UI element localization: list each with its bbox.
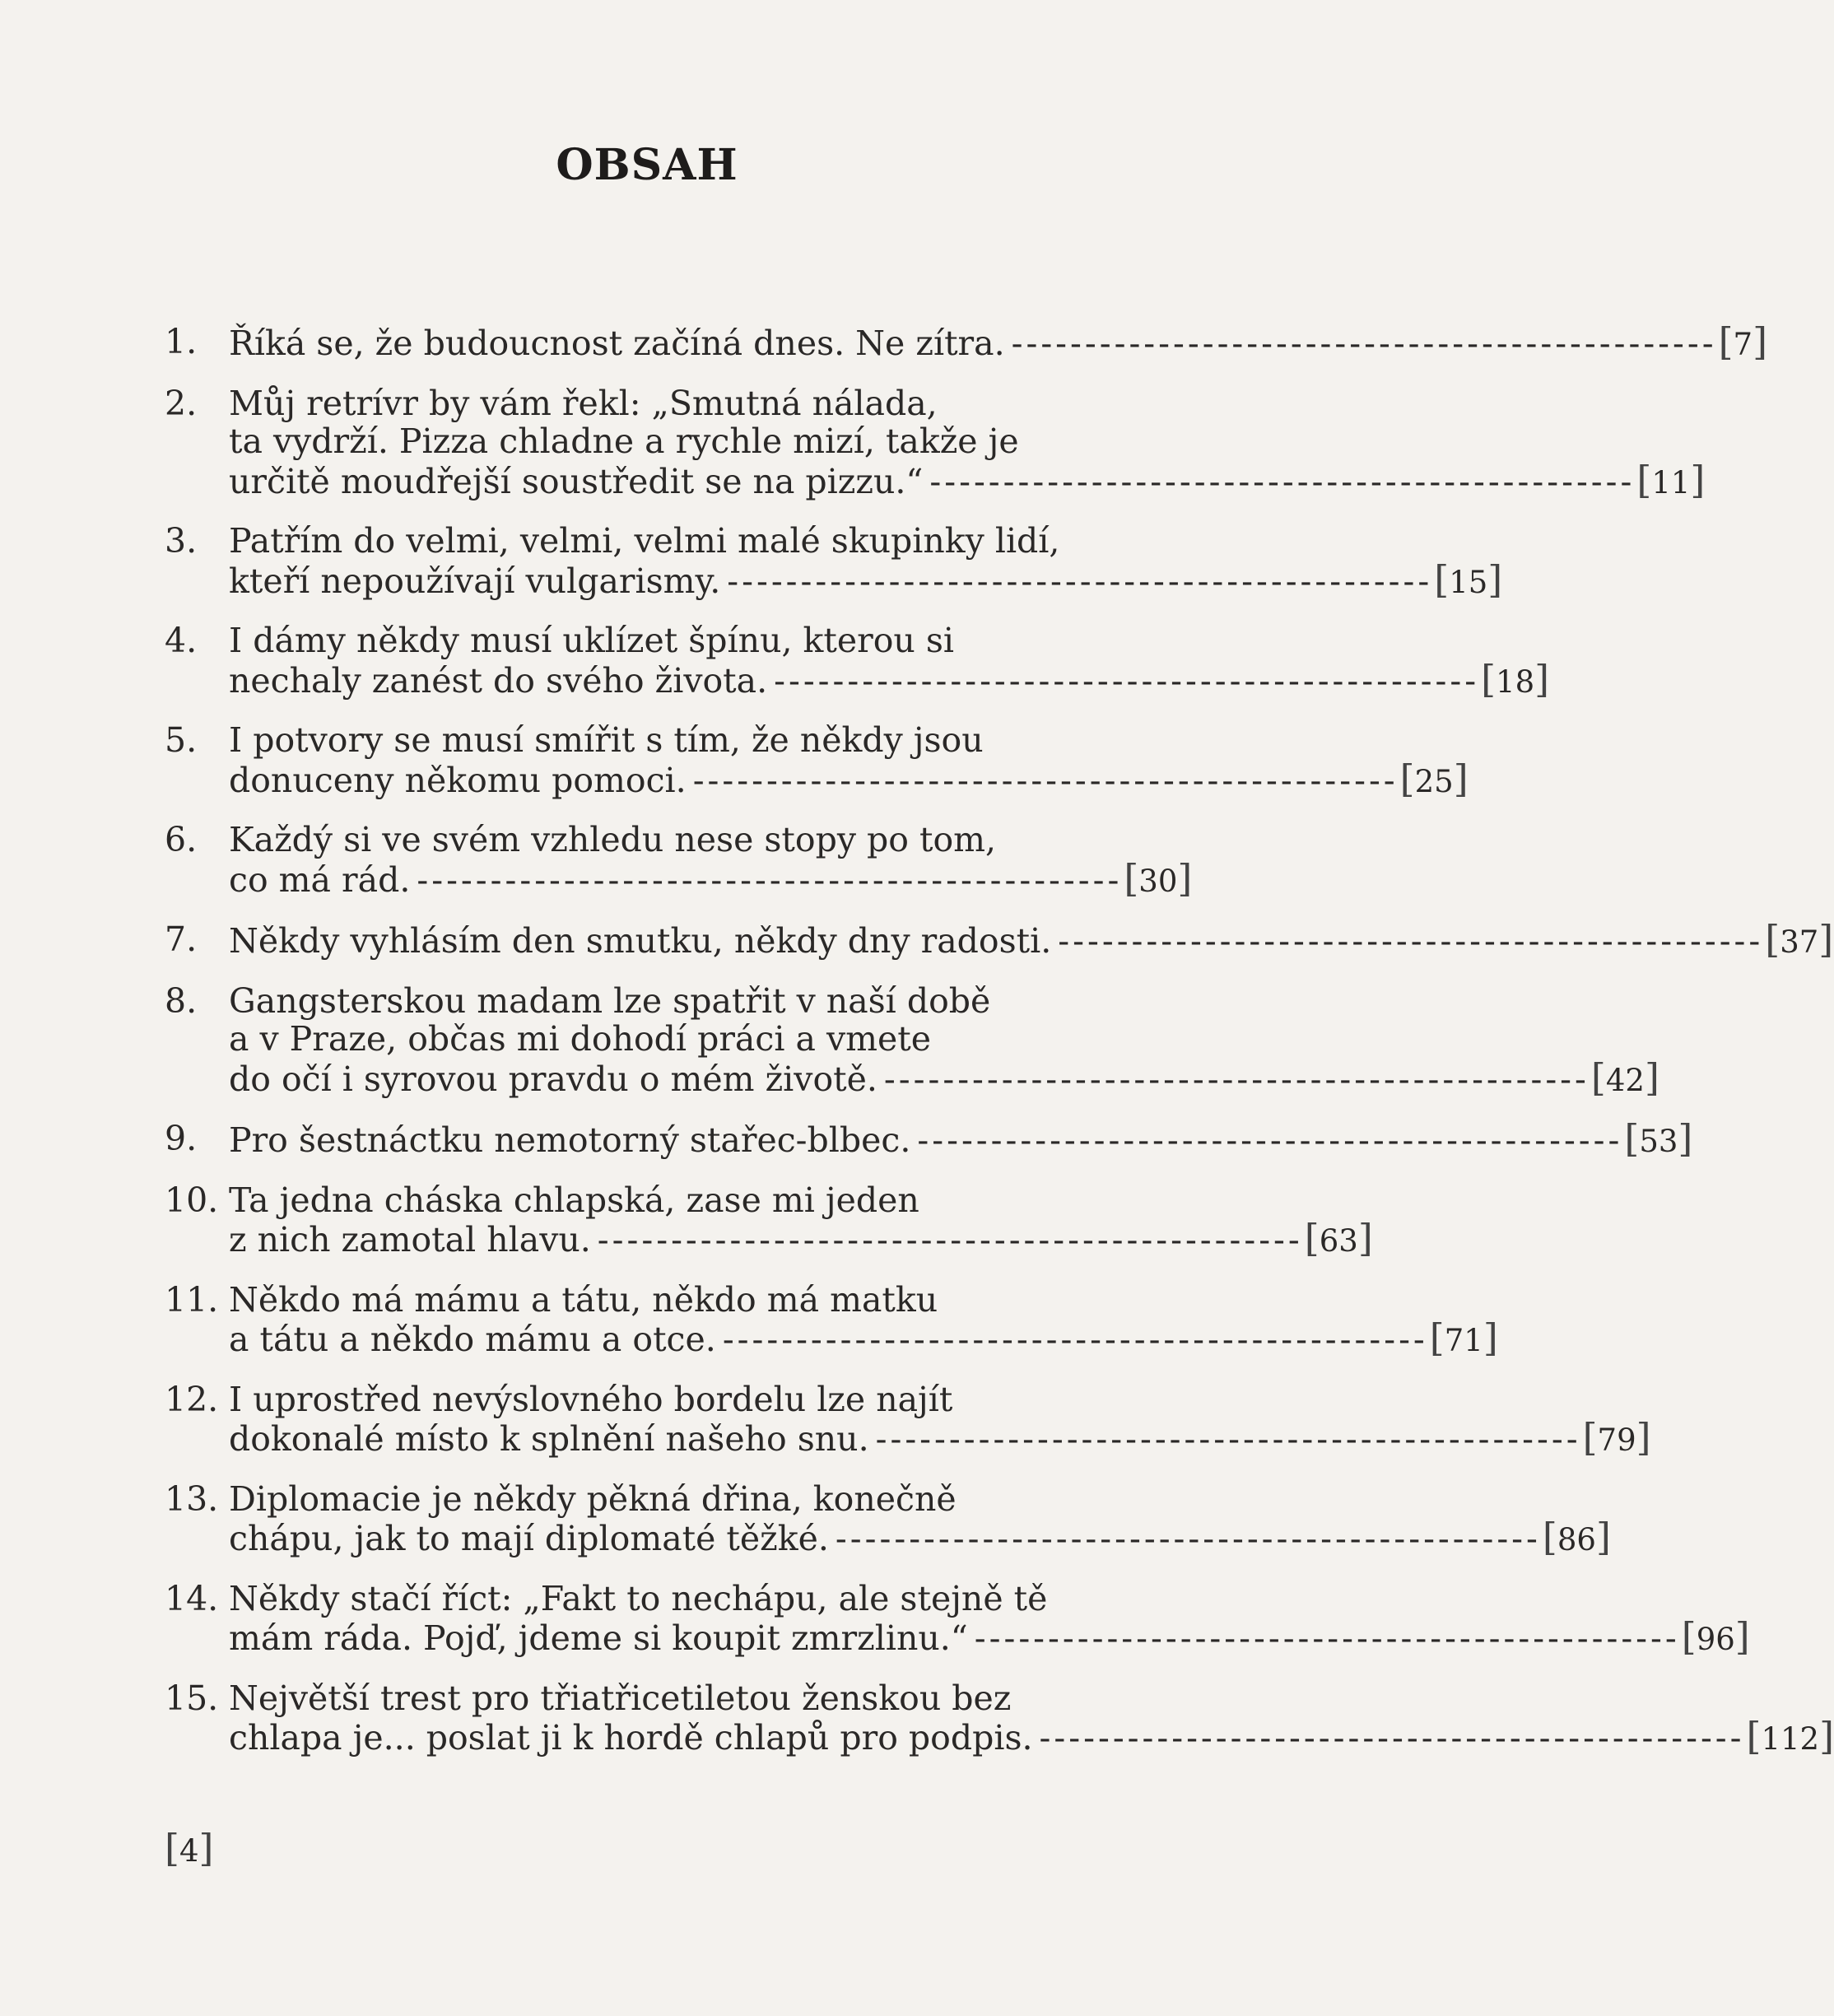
dot-leader: ------------------------------------------------ xyxy=(929,461,1636,501)
toc-entry-page: [71] xyxy=(1429,1315,1498,1360)
toc-entry-page-number: 11 xyxy=(1651,464,1691,501)
page-number-value: 4 xyxy=(179,1833,199,1869)
toc-entry-title-line: Pro šestnáctku nemotorný stařec-blbec. xyxy=(229,1120,911,1160)
toc-entry-page-number: 30 xyxy=(1138,863,1178,899)
toc-entry-title-line: Někdy stačí říct: „Fakt to nechápu, ale stejně tě xyxy=(229,1578,1048,1618)
toc-entry-number: 12. xyxy=(165,1379,219,1419)
toc-entry-title-line: určitě moudřejší soustředit se na pizzu.“ xyxy=(229,461,924,501)
toc-entry-page: [42] xyxy=(1590,1055,1659,1100)
toc-entry-title-line: dokonalé místo k splnění našeho snu. xyxy=(229,1419,869,1459)
toc-entry-body xyxy=(229,820,1193,901)
toc-entry-page: [53] xyxy=(1624,1116,1693,1161)
toc-entry-body xyxy=(229,1279,1498,1361)
toc-entry-page: [30] xyxy=(1124,855,1193,901)
dot-leader: ------------------------------------------------ xyxy=(835,1519,1541,1558)
toc-entry-page-number: 86 xyxy=(1557,1522,1596,1557)
toc-entry-body xyxy=(229,917,1834,962)
toc-entry-body xyxy=(229,383,1706,503)
toc-entry xyxy=(165,383,1706,503)
toc-entry-body xyxy=(229,621,1550,701)
dot-leader: ------------------------------------------------ xyxy=(1011,324,1717,363)
toc-entry-body xyxy=(229,521,1503,602)
toc-entry-page-number: 37 xyxy=(1780,924,1819,960)
toc-entry-number: 3. xyxy=(165,521,198,561)
toc-entry-number: 4. xyxy=(165,621,198,660)
toc-entry-title-line: Diplomacie je někdy pěkná dřina, konečně xyxy=(229,1478,957,1519)
toc-entry-title-line: Ta jedna cháska chlapská, zase mi jeden xyxy=(229,1180,919,1220)
toc-entry xyxy=(165,1379,1651,1460)
toc-entry-title-line: z nich zamotal hlavu. xyxy=(229,1220,591,1259)
toc-entry-title-line: do očí i syrovou pravdu o mém životě. xyxy=(229,1059,877,1099)
toc-entry-body xyxy=(229,1478,1611,1560)
toc-entry-page: [25] xyxy=(1399,756,1469,801)
toc-entry-title-line: Říká se, že budoucnost začíná dnes. Ne zítra. xyxy=(229,324,1005,363)
toc-entry xyxy=(165,980,1659,1101)
toc-entry-title-line: I uprostřed nevýslovného bordelu lze najít xyxy=(229,1379,953,1419)
toc-entry-page-number: 53 xyxy=(1639,1124,1678,1159)
toc-entry xyxy=(165,1678,1834,1759)
toc-entry xyxy=(165,319,1768,365)
toc-entry-title-line: a tátu a někdo mámu a otce. xyxy=(229,1320,716,1359)
table-of-contents xyxy=(165,319,1834,1779)
dot-leader: ------------------------------------------------ xyxy=(917,1120,1623,1160)
toc-entry-body xyxy=(229,1578,1750,1660)
dot-leader: ------------------------------------------------ xyxy=(1058,921,1764,961)
toc-entry xyxy=(165,720,1469,801)
dot-leader: ------------------------------------------------ xyxy=(417,859,1123,900)
toc-entry-number: 8. xyxy=(165,980,198,1021)
toc-entry-page-number: 42 xyxy=(1605,1062,1645,1098)
toc-entry-title-line: donuceny někomu pomoci. xyxy=(229,760,687,800)
dot-leader: ------------------------------------------------ xyxy=(722,1320,1428,1359)
toc-entry-page-number: 7 xyxy=(1733,327,1753,362)
dot-leader: ------------------------------------------------ xyxy=(727,561,1433,601)
toc-entry-page: [63] xyxy=(1304,1216,1373,1260)
toc-entry-number: 6. xyxy=(165,820,198,859)
page-title: OBSAH xyxy=(556,140,738,190)
toc-entry-title-line: chlapa je... poslat ji k hordě chlapů pro podpis. xyxy=(229,1718,1033,1758)
toc-entry-number: 2. xyxy=(165,383,198,423)
toc-entry-page-number: 25 xyxy=(1414,763,1454,799)
toc-entry-page-number: 63 xyxy=(1319,1223,1358,1259)
toc-entry-title-line: ta vydrží. Pizza chladne a rychle mizí, takže je xyxy=(229,421,1019,461)
toc-entry-title-line: I dámy někdy musí uklízet špínu, kterou si xyxy=(229,621,954,660)
toc-entry-number: 7. xyxy=(165,920,198,959)
toc-entry-body xyxy=(229,319,1768,365)
dot-leader: ------------------------------------------------ xyxy=(597,1220,1303,1259)
toc-entry-title-line: mám ráda. Pojď, jdeme si koupit zmrzlinu.“ xyxy=(229,1618,968,1658)
dot-leader: ------------------------------------------------ xyxy=(875,1419,1581,1459)
toc-entry-page-number: 15 xyxy=(1449,564,1488,600)
toc-entry-number: 13. xyxy=(165,1478,219,1519)
toc-entry-page-number: 18 xyxy=(1496,663,1535,700)
toc-entry-page: [18] xyxy=(1481,656,1550,701)
toc-entry-title-line: Gangsterskou madam lze spatřit v naší době xyxy=(229,980,991,1021)
toc-entry-number: 11. xyxy=(165,1279,219,1320)
toc-entry-page-number: 71 xyxy=(1444,1323,1483,1358)
toc-entry-title-line: Největší trest pro třiatřicetiletou ženskou bez xyxy=(229,1678,1012,1718)
toc-entry-title-line: chápu, jak to mají diplomaté těžké. xyxy=(229,1519,829,1558)
toc-entry-page: [79] xyxy=(1582,1415,1651,1460)
toc-entry xyxy=(165,917,1834,962)
toc-entry-title-line: a v Praze, občas mi dohodí práci a vmete xyxy=(229,1019,931,1059)
toc-entry-page-number: 96 xyxy=(1696,1622,1735,1657)
toc-entry xyxy=(165,521,1503,602)
toc-entry-body xyxy=(229,1379,1651,1460)
toc-entry-number: 1. xyxy=(165,322,198,361)
toc-entry-page-number: 112 xyxy=(1761,1721,1820,1757)
toc-entry-page: [7] xyxy=(1718,319,1768,364)
toc-entry-number: 10. xyxy=(165,1180,219,1220)
toc-entry xyxy=(165,1279,1498,1361)
toc-entry-title-line: Někdy vyhlásím den smutku, někdy dny radosti. xyxy=(229,921,1052,961)
toc-entry-page: [15] xyxy=(1434,556,1503,602)
toc-entry-body xyxy=(229,1116,1693,1162)
toc-entry-page: [11] xyxy=(1636,457,1706,502)
dot-leader: ------------------------------------------------ xyxy=(883,1059,1590,1099)
toc-entry-title-line: co má rád. xyxy=(229,859,411,900)
toc-entry-title-line: Můj retrívr by vám řekl: „Smutná nálada, xyxy=(229,383,938,423)
dot-leader: ------------------------------------------------ xyxy=(1039,1718,1745,1758)
toc-entry xyxy=(165,820,1193,901)
dot-leader: ------------------------------------------------ xyxy=(974,1618,1680,1658)
toc-entry-body xyxy=(229,1678,1834,1759)
toc-entry-title-line: Každý si ve svém vzhledu nese stopy po tom, xyxy=(229,820,997,859)
toc-entry-title-line: I potvory se musí smířit s tím, že někdy jsou xyxy=(229,720,984,760)
toc-entry-page: [86] xyxy=(1542,1515,1611,1559)
toc-entry-number: 14. xyxy=(165,1578,219,1618)
toc-entry xyxy=(165,1180,1373,1261)
toc-entry xyxy=(165,1116,1693,1162)
toc-entry-number: 15. xyxy=(165,1678,219,1718)
toc-entry-number: 5. xyxy=(165,720,198,760)
toc-entry xyxy=(165,621,1550,701)
toc-entry-body xyxy=(229,1180,1373,1261)
toc-entry-title-line: Někdo má mámu a tátu, někdo má matku xyxy=(229,1279,938,1320)
toc-entry xyxy=(165,1478,1611,1560)
toc-entry-page: [37] xyxy=(1765,917,1834,961)
toc-entry-page: [112] xyxy=(1746,1714,1834,1758)
toc-entry-body xyxy=(229,720,1469,801)
page-number: [4] xyxy=(165,1826,214,1870)
dot-leader: ------------------------------------------------ xyxy=(774,660,1480,701)
toc-entry-title-line: nechaly zanést do svého života. xyxy=(229,660,768,701)
toc-entry-body xyxy=(229,980,1659,1101)
dot-leader: ------------------------------------------------ xyxy=(692,760,1399,800)
toc-entry-number: 9. xyxy=(165,1119,198,1158)
toc-entry xyxy=(165,1578,1750,1660)
toc-entry-title-line: Patřím do velmi, velmi, velmi malé skupinky lidí, xyxy=(229,521,1060,561)
toc-entry-title-line: kteří nepoužívají vulgarismy. xyxy=(229,561,721,601)
toc-entry-page-number: 79 xyxy=(1597,1422,1636,1458)
toc-entry-page: [96] xyxy=(1681,1614,1750,1659)
